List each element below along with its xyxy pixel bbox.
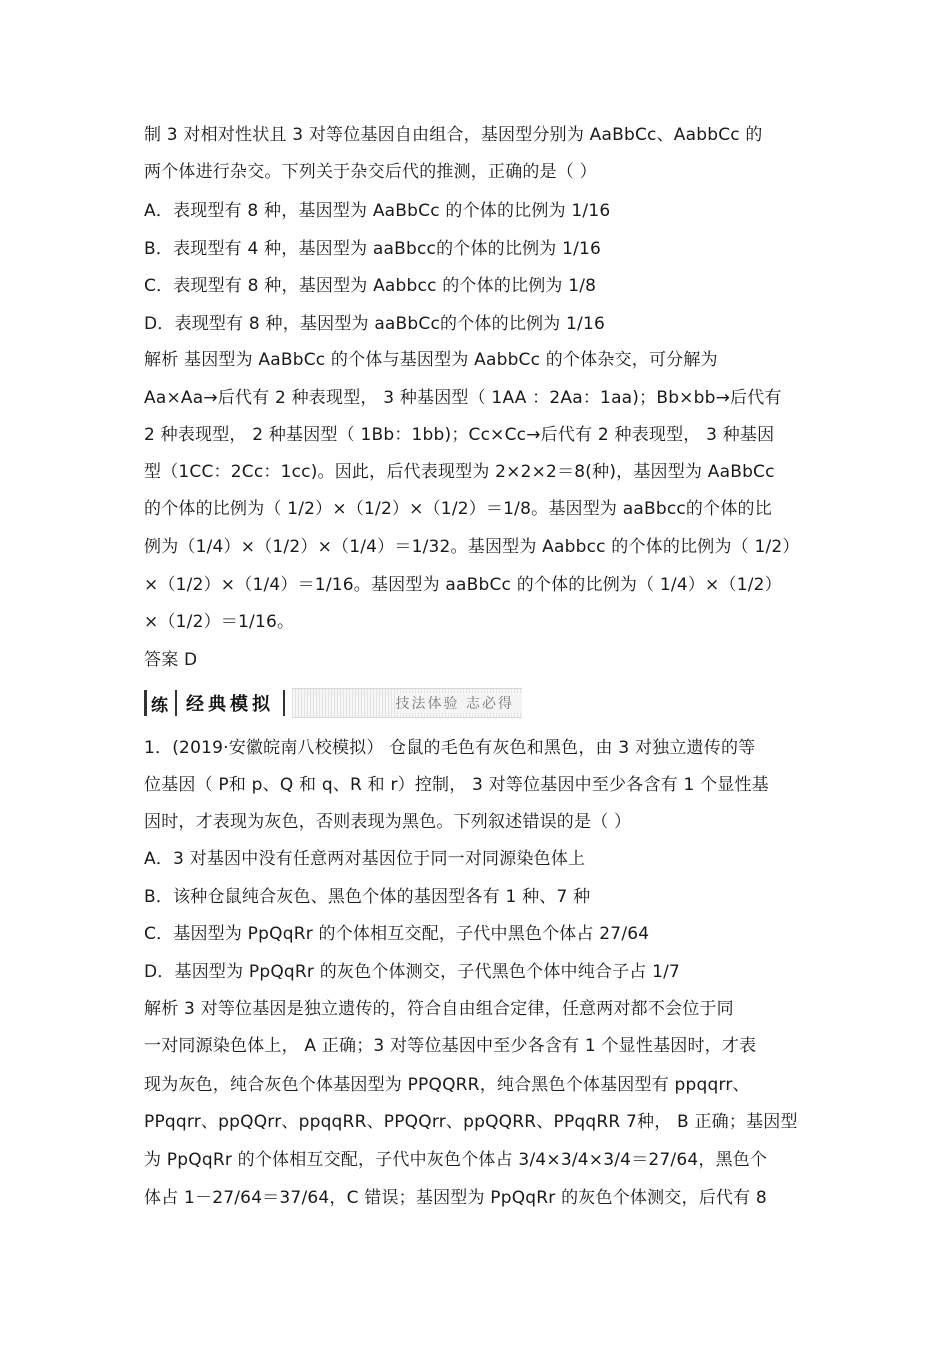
question-stem-line: 1．(2019·安徽皖南八校模拟） 仓鼠的毛色有灰色和黑色，由 3 对独立遗传的等 [144, 738, 756, 758]
question-stem-line: 位基因（ P和 p、Q 和 q、R 和 r）控制， 3 对等位基因中至少各含有 1 个显性基 [144, 775, 769, 795]
banner-strip [292, 688, 522, 718]
option-a: A．表现型有 8 种，基因型为 AaBbCc 的个体的比例为 1/16 [144, 201, 611, 221]
banner-divider [175, 690, 177, 716]
banner-divider [283, 690, 285, 716]
option-c: C．基因型为 PpQqRr 的个体相互交配，子代中黑色个体占 27/64 [144, 924, 650, 944]
analysis-line: 一对同源染色体上， A 正确；3 对等位基因中至少各含有 1 个显性基因时，才表 [144, 1036, 757, 1056]
option-a: A．3 对基因中没有任意两对基因位于同一对同源染色体上 [144, 849, 586, 869]
analysis-line: 解析 3 对等位基因是独立遗传的，符合自由组合定律，任意两对都不会位于同 [144, 999, 734, 1019]
banner-slogan: 技法体验 志必得 [396, 693, 522, 713]
banner-title: 经典模拟 [186, 694, 274, 715]
analysis-line: ×（1/2）×（1/4）＝1/16。基因型为 aaBbCc 的个体的比例为（ 1/4）×（1/2） [144, 575, 782, 595]
option-c: C．表现型有 8 种，基因型为 Aabbcc 的个体的比例为 1/8 [144, 276, 597, 296]
analysis-line: 例为（1/4）×（1/2）×（1/4）＝1/32。基因型为 Aabbcc 的个体的比例为（ 1/2） [144, 537, 800, 557]
banner-tag: 练 [151, 695, 168, 716]
analysis-line: Aa×Aa→后代有 2 种表现型， 3 种基因型（ 1AA ：2Aa：1aa)；Bb×bb→后代有 [144, 388, 782, 408]
option-b: B．该种仓鼠纯合灰色、黑色个体的基因型各有 1 种、7 种 [144, 887, 591, 907]
analysis-line: 体占 1－27/64＝37/64，C 错误；基因型为 PpQqRr 的灰色个体测交，后代有 8 [144, 1188, 767, 1208]
analysis-line: 的个体的比例为（ 1/2）×（1/2）×（1/2）＝1/8。基因型为 aaBbcc的个体的比 [144, 499, 772, 519]
analysis-line: 型（1CC：2Cc：1cc)。因此，后代表现型为 2×2×2＝8(种)，基因型为 AaBbCc [144, 462, 775, 482]
analysis-line: ×（1/2）＝1/16。 [144, 612, 295, 632]
option-b: B．表现型有 4 种，基因型为 aaBbcc的个体的比例为 1/16 [144, 239, 602, 259]
option-d: D．表现型有 8 种，基因型为 aaBbCc的个体的比例为 1/16 [144, 314, 606, 334]
answer-line: 答案 D [144, 650, 198, 670]
analysis-line: 解析 基因型为 AaBbCc 的个体与基因型为 AabbCc 的个体杂交，可分解为 [144, 350, 718, 370]
analysis-line: 现为灰色，纯合灰色个体基因型为 PPQQRR，纯合黑色个体基因型有 ppqqrr、 [144, 1075, 750, 1095]
option-d: D．基因型为 PpQqRr 的灰色个体测交，子代黑色个体中纯合子占 1/7 [144, 962, 681, 982]
section-banner [144, 688, 522, 718]
question-stem-line: 两个体进行杂交。下列关于杂交后代的推测，正确的是（ ） [144, 162, 597, 182]
analysis-line: 为 PpQqRr 的个体相互交配，子代中灰色个体占 3/4×3/4×3/4＝27/64，黑色个 [144, 1150, 768, 1170]
analysis-line: 2 种表现型， 2 种基因型（ 1Bb：1bb)；Cc×Cc→后代有 2 种表现型， 3 种基因 [144, 425, 775, 445]
question-stem-line: 因时，才表现为灰色，否则表现为黑色。下列叙述错误的是（ ） [144, 812, 632, 832]
analysis-line: PPqqrr、ppQQrr、ppqqRR、PPQQrr、ppQQRR、PPqqRR 7种， B 正确；基因型 [144, 1112, 798, 1132]
question-stem-line: 制 3 对相对性状且 3 对等位基因自由组合，基因型分别为 AaBbCc、AabbCc 的 [144, 125, 763, 145]
